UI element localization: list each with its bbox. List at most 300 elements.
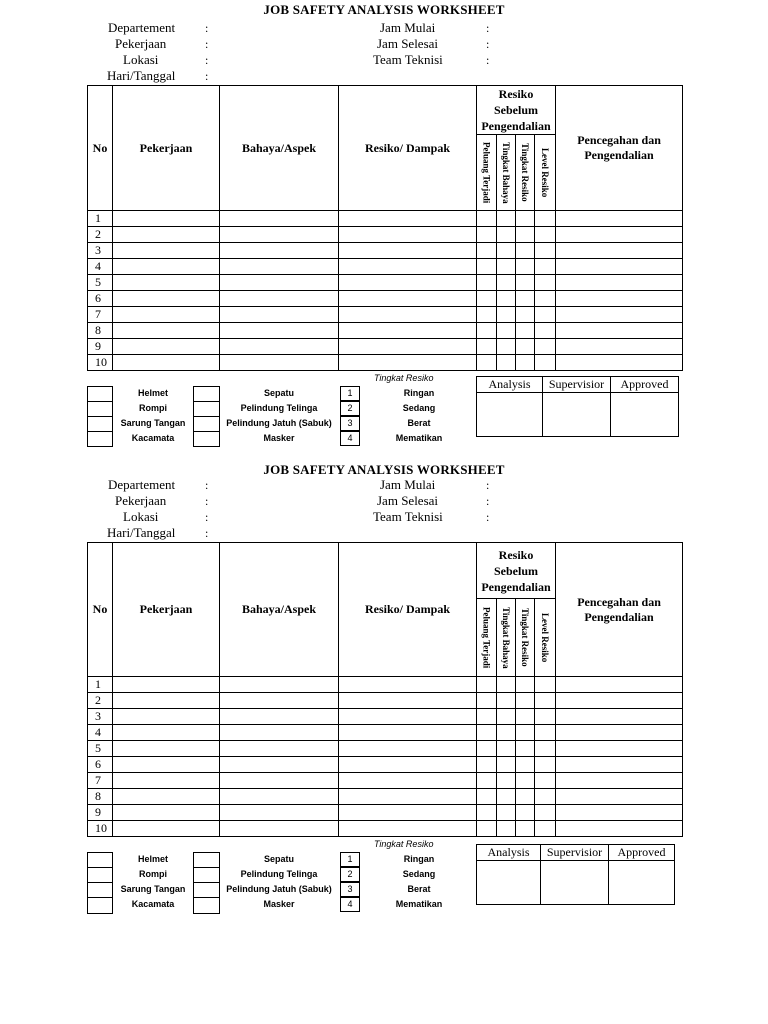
signoff-analysis-field[interactable] bbox=[477, 393, 543, 437]
field-colon: : bbox=[486, 37, 490, 51]
field-colon: : bbox=[205, 526, 209, 540]
field-pekerjaan-label: Pekerjaan bbox=[115, 36, 167, 51]
table-cell[interactable] bbox=[220, 709, 339, 725]
table-cell[interactable] bbox=[113, 821, 220, 837]
table-cell[interactable] bbox=[339, 355, 477, 371]
table-cell[interactable] bbox=[113, 741, 220, 757]
sarung-tangan-checkbox[interactable] bbox=[87, 416, 113, 432]
row-number: 3 bbox=[88, 709, 113, 725]
table-cell[interactable] bbox=[339, 275, 477, 291]
table-cell[interactable] bbox=[516, 805, 535, 821]
table-cell[interactable] bbox=[497, 773, 516, 789]
header-bahaya-aspek: Bahaya/Aspek bbox=[220, 86, 339, 211]
signoff-table bbox=[476, 376, 679, 437]
risk-level-label: Mematikan bbox=[395, 899, 443, 909]
field-jam-selesai-label: Jam Selesai bbox=[377, 36, 439, 51]
worksheet-title: JOB SAFETY ANALYSIS WORKSHEET bbox=[263, 462, 505, 477]
table-cell[interactable] bbox=[339, 789, 477, 805]
row-number: 5 bbox=[88, 275, 113, 291]
table-cell[interactable] bbox=[516, 821, 535, 837]
table-cell[interactable] bbox=[516, 227, 535, 243]
table-cell[interactable] bbox=[497, 259, 516, 275]
row-number: 5 bbox=[88, 741, 113, 757]
table-cell[interactable] bbox=[113, 259, 220, 275]
table-cell[interactable] bbox=[556, 291, 683, 307]
row-number: 8 bbox=[88, 789, 113, 805]
risk-level-label: Ringan bbox=[403, 388, 435, 398]
header-pencegahan: Pencegahan dan Pengendalian bbox=[556, 543, 683, 677]
sepatu-checkbox[interactable] bbox=[193, 386, 220, 402]
table-cell[interactable] bbox=[477, 307, 497, 323]
table-cell[interactable] bbox=[535, 339, 556, 355]
table-row bbox=[88, 259, 683, 275]
table-cell[interactable] bbox=[535, 677, 556, 693]
table-cell[interactable] bbox=[220, 227, 339, 243]
field-lokasi-label: Lokasi bbox=[123, 52, 159, 67]
table-row bbox=[88, 323, 683, 339]
kacamata-checkbox[interactable] bbox=[87, 897, 113, 914]
table-cell[interactable] bbox=[220, 821, 339, 837]
row-number: 4 bbox=[88, 259, 113, 275]
header-level-resiko-text: Level Resiko bbox=[540, 612, 551, 663]
helmet-checkbox[interactable] bbox=[87, 386, 113, 402]
header-tingkat-resiko bbox=[516, 135, 535, 211]
table-cell[interactable] bbox=[477, 259, 497, 275]
signoff-analysis-field[interactable] bbox=[477, 861, 541, 905]
signoff-supervisior-label: Supervisior bbox=[541, 845, 609, 861]
table-cell[interactable] bbox=[535, 821, 556, 837]
table-cell[interactable] bbox=[477, 709, 497, 725]
table-cell[interactable] bbox=[516, 709, 535, 725]
apd-helmet-label: Helmet bbox=[137, 854, 168, 864]
header-resiko-sebelum-pengendalian: Resiko Sebelum Pengendalian bbox=[477, 86, 556, 135]
table-cell[interactable] bbox=[339, 323, 477, 339]
table-cell[interactable] bbox=[477, 821, 497, 837]
risk-level-label: Berat bbox=[407, 418, 431, 428]
table-cell[interactable] bbox=[113, 709, 220, 725]
table-cell[interactable] bbox=[477, 693, 497, 709]
table-cell[interactable] bbox=[477, 243, 497, 259]
table-cell[interactable] bbox=[535, 725, 556, 741]
apd-sarung-tangan-label: Sarung Tangan bbox=[120, 418, 186, 428]
header-peluang-terjadi-text: Peluang Terjadi bbox=[481, 141, 492, 204]
table-cell[interactable] bbox=[113, 339, 220, 355]
table-cell[interactable] bbox=[339, 259, 477, 275]
table-cell[interactable] bbox=[556, 307, 683, 323]
table-cell[interactable] bbox=[339, 757, 477, 773]
apd-sepatu-label: Sepatu bbox=[263, 388, 294, 398]
table-cell[interactable] bbox=[497, 677, 516, 693]
sarung-tangan-checkbox[interactable] bbox=[87, 882, 113, 898]
table-cell[interactable] bbox=[220, 259, 339, 275]
table-cell[interactable] bbox=[556, 243, 683, 259]
field-team-teknisi-label: Team Teknisi bbox=[373, 52, 443, 67]
table-cell[interactable] bbox=[556, 773, 683, 789]
table-cell[interactable] bbox=[556, 211, 683, 227]
table-cell[interactable] bbox=[339, 709, 477, 725]
risk-level-number: 1 bbox=[340, 386, 360, 401]
worksheet-1 bbox=[0, 0, 768, 458]
table-cell[interactable] bbox=[497, 709, 516, 725]
table-cell[interactable] bbox=[113, 725, 220, 741]
table-cell[interactable] bbox=[497, 355, 516, 371]
signoff-table bbox=[476, 844, 675, 905]
table-cell[interactable] bbox=[535, 243, 556, 259]
apd-pelindung-telinga-label: Pelindung Telinga bbox=[240, 403, 318, 413]
table-cell[interactable] bbox=[516, 323, 535, 339]
table-cell[interactable] bbox=[497, 741, 516, 757]
risk-level-label: Sedang bbox=[402, 403, 436, 413]
field-colon: : bbox=[486, 53, 490, 67]
header-tingkat-resiko-text: Tingkat Resiko bbox=[520, 143, 530, 202]
pelindung-jatuh-checkbox[interactable] bbox=[193, 882, 220, 898]
table-cell[interactable] bbox=[113, 789, 220, 805]
table-cell[interactable] bbox=[516, 355, 535, 371]
row-number: 2 bbox=[88, 693, 113, 709]
table-cell[interactable] bbox=[497, 725, 516, 741]
sepatu-checkbox[interactable] bbox=[193, 852, 220, 868]
table-cell[interactable] bbox=[535, 693, 556, 709]
table-cell[interactable] bbox=[497, 789, 516, 805]
table-row bbox=[88, 789, 683, 805]
header-tingkat-resiko-text: Tingkat Resiko bbox=[520, 608, 530, 667]
table-cell[interactable] bbox=[556, 677, 683, 693]
table-cell[interactable] bbox=[339, 773, 477, 789]
table-cell[interactable] bbox=[497, 757, 516, 773]
apd-sepatu-label: Sepatu bbox=[263, 854, 294, 864]
header-pekerjaan: Pekerjaan bbox=[113, 86, 220, 211]
field-colon: : bbox=[486, 494, 490, 508]
table-cell[interactable] bbox=[535, 307, 556, 323]
table-cell[interactable] bbox=[339, 805, 477, 821]
table-cell[interactable] bbox=[220, 211, 339, 227]
table-cell[interactable] bbox=[477, 757, 497, 773]
field-colon: : bbox=[205, 53, 209, 67]
header-resiko-dampak: Resiko/ Dampak bbox=[339, 86, 477, 211]
table-cell[interactable] bbox=[477, 291, 497, 307]
tingkat-resiko-title: Tingkat Resiko bbox=[374, 839, 434, 849]
table-cell[interactable] bbox=[339, 211, 477, 227]
table-cell[interactable] bbox=[220, 677, 339, 693]
apd-rompi-label: Rompi bbox=[139, 869, 167, 879]
risk-level-label: Ringan bbox=[403, 854, 435, 864]
table-cell[interactable] bbox=[113, 307, 220, 323]
table-cell[interactable] bbox=[497, 211, 516, 227]
table-row bbox=[88, 275, 683, 291]
pelindung-telinga-checkbox[interactable] bbox=[193, 401, 220, 417]
table-row bbox=[88, 805, 683, 821]
table-cell[interactable] bbox=[497, 323, 516, 339]
row-number: 6 bbox=[88, 757, 113, 773]
table-cell[interactable] bbox=[220, 725, 339, 741]
table-cell[interactable] bbox=[339, 307, 477, 323]
apd-masker-label: Masker bbox=[263, 899, 295, 909]
field-hari-tanggal-label: Hari/Tanggal bbox=[107, 68, 176, 83]
table-cell[interactable] bbox=[516, 789, 535, 805]
header-tingkat-bahaya-text: Tingkat Bahaya bbox=[501, 606, 511, 669]
field-hari-tanggal-label: Hari/Tanggal bbox=[107, 525, 176, 540]
table-cell[interactable] bbox=[220, 805, 339, 821]
rompi-checkbox[interactable] bbox=[87, 867, 113, 883]
field-jam-selesai-label: Jam Selesai bbox=[377, 493, 439, 508]
table-row bbox=[88, 709, 683, 725]
table-cell[interactable] bbox=[477, 355, 497, 371]
pelindung-telinga-checkbox[interactable] bbox=[193, 867, 220, 883]
table-cell[interactable] bbox=[497, 693, 516, 709]
signoff-analysis-label: Analysis bbox=[477, 845, 541, 861]
table-cell[interactable] bbox=[113, 677, 220, 693]
table-cell[interactable] bbox=[113, 773, 220, 789]
table-cell[interactable] bbox=[477, 773, 497, 789]
table-cell[interactable] bbox=[516, 307, 535, 323]
risk-level-label: Mematikan bbox=[395, 433, 443, 443]
field-colon: : bbox=[486, 510, 490, 524]
table-cell[interactable] bbox=[477, 805, 497, 821]
pelindung-jatuh-checkbox[interactable] bbox=[193, 416, 220, 432]
row-number: 6 bbox=[88, 291, 113, 307]
table-cell[interactable] bbox=[535, 789, 556, 805]
rompi-checkbox[interactable] bbox=[87, 401, 113, 417]
table-cell[interactable] bbox=[339, 741, 477, 757]
table-cell[interactable] bbox=[516, 725, 535, 741]
header-tingkat-resiko bbox=[516, 599, 535, 677]
table-cell[interactable] bbox=[535, 259, 556, 275]
table-cell[interactable] bbox=[477, 323, 497, 339]
table-row bbox=[88, 757, 683, 773]
table-cell[interactable] bbox=[516, 259, 535, 275]
table-cell[interactable] bbox=[516, 741, 535, 757]
apd-pelindung-jatuh-label: Pelindung Jatuh (Sabuk) bbox=[226, 884, 332, 894]
table-cell[interactable] bbox=[113, 211, 220, 227]
header-tingkat-bahaya-text: Tingkat Bahaya bbox=[501, 141, 511, 204]
table-cell[interactable] bbox=[556, 709, 683, 725]
header-peluang-terjadi bbox=[477, 135, 497, 211]
table-cell[interactable] bbox=[556, 227, 683, 243]
table-cell[interactable] bbox=[516, 693, 535, 709]
field-lokasi-label: Lokasi bbox=[123, 509, 159, 524]
field-jam-mulai-label: Jam Mulai bbox=[380, 477, 436, 492]
table-cell[interactable] bbox=[113, 291, 220, 307]
field-colon: : bbox=[205, 21, 209, 35]
table-cell[interactable] bbox=[535, 741, 556, 757]
table-cell[interactable] bbox=[220, 773, 339, 789]
table-cell[interactable] bbox=[113, 757, 220, 773]
table-cell[interactable] bbox=[339, 339, 477, 355]
masker-checkbox[interactable] bbox=[193, 897, 220, 914]
row-number: 10 bbox=[88, 355, 113, 371]
table-cell[interactable] bbox=[220, 741, 339, 757]
table-cell[interactable] bbox=[556, 323, 683, 339]
jsa-table bbox=[87, 85, 683, 371]
table-cell[interactable] bbox=[516, 339, 535, 355]
field-colon: : bbox=[486, 478, 490, 492]
header-level-resiko-text: Level Resiko bbox=[540, 147, 551, 198]
table-cell[interactable] bbox=[556, 789, 683, 805]
table-row bbox=[88, 725, 683, 741]
table-cell[interactable] bbox=[220, 275, 339, 291]
table-cell[interactable] bbox=[535, 709, 556, 725]
table-row bbox=[88, 227, 683, 243]
table-cell[interactable] bbox=[220, 789, 339, 805]
table-row bbox=[88, 243, 683, 259]
table-cell[interactable] bbox=[497, 243, 516, 259]
table-cell[interactable] bbox=[220, 355, 339, 371]
table-cell[interactable] bbox=[556, 693, 683, 709]
field-departement-label: Departement bbox=[108, 20, 176, 35]
signoff-approved-label: Approved bbox=[609, 845, 675, 861]
table-cell[interactable] bbox=[497, 275, 516, 291]
table-cell[interactable] bbox=[339, 291, 477, 307]
row-number: 7 bbox=[88, 773, 113, 789]
table-cell[interactable] bbox=[220, 291, 339, 307]
table-cell[interactable] bbox=[477, 677, 497, 693]
table-cell[interactable] bbox=[556, 355, 683, 371]
field-colon: : bbox=[205, 478, 209, 492]
table-cell[interactable] bbox=[535, 211, 556, 227]
table-cell[interactable] bbox=[220, 693, 339, 709]
table-cell[interactable] bbox=[516, 291, 535, 307]
table-cell[interactable] bbox=[497, 339, 516, 355]
table-cell[interactable] bbox=[497, 227, 516, 243]
table-cell[interactable] bbox=[497, 291, 516, 307]
table-cell[interactable] bbox=[339, 243, 477, 259]
table-cell[interactable] bbox=[556, 725, 683, 741]
table-cell[interactable] bbox=[113, 243, 220, 259]
kacamata-checkbox[interactable] bbox=[87, 431, 113, 447]
table-cell[interactable] bbox=[477, 725, 497, 741]
table-cell[interactable] bbox=[113, 227, 220, 243]
table-row bbox=[88, 211, 683, 227]
table-cell[interactable] bbox=[477, 789, 497, 805]
field-colon: : bbox=[205, 37, 209, 51]
table-cell[interactable] bbox=[339, 725, 477, 741]
table-row bbox=[88, 291, 683, 307]
header-resiko-sebelum-pengendalian: Resiko Sebelum Pengendalian bbox=[477, 543, 556, 599]
worksheet-title: JOB SAFETY ANALYSIS WORKSHEET bbox=[263, 2, 505, 17]
table-row bbox=[88, 677, 683, 693]
field-colon: : bbox=[205, 510, 209, 524]
signoff-supervisior-field[interactable] bbox=[541, 861, 609, 905]
apd-masker-label: Masker bbox=[263, 433, 295, 443]
table-row bbox=[88, 355, 683, 371]
table-cell[interactable] bbox=[516, 243, 535, 259]
table-row bbox=[88, 741, 683, 757]
risk-level-label: Berat bbox=[407, 884, 431, 894]
table-row bbox=[88, 693, 683, 709]
table-cell[interactable] bbox=[220, 323, 339, 339]
table-cell[interactable] bbox=[477, 339, 497, 355]
risk-level-label: Sedang bbox=[402, 869, 436, 879]
table-cell[interactable] bbox=[535, 227, 556, 243]
table-cell[interactable] bbox=[556, 741, 683, 757]
table-cell[interactable] bbox=[516, 275, 535, 291]
header-no: No bbox=[88, 86, 113, 211]
table-cell[interactable] bbox=[477, 741, 497, 757]
row-number: 1 bbox=[88, 677, 113, 693]
table-cell[interactable] bbox=[556, 757, 683, 773]
row-number: 1 bbox=[88, 211, 113, 227]
table-cell[interactable] bbox=[339, 677, 477, 693]
table-cell[interactable] bbox=[556, 275, 683, 291]
header-level-resiko bbox=[535, 599, 556, 677]
table-cell[interactable] bbox=[516, 773, 535, 789]
table-cell[interactable] bbox=[113, 805, 220, 821]
table-cell[interactable] bbox=[535, 323, 556, 339]
header-peluang-terjadi bbox=[477, 599, 497, 677]
apd-helmet-label: Helmet bbox=[137, 388, 168, 398]
table-cell[interactable] bbox=[220, 243, 339, 259]
table-cell[interactable] bbox=[516, 757, 535, 773]
table-cell[interactable] bbox=[535, 805, 556, 821]
header-pencegahan: Pencegahan dan Pengendalian bbox=[556, 86, 683, 211]
jsa-table bbox=[87, 542, 683, 837]
masker-checkbox[interactable] bbox=[193, 431, 220, 447]
apd-rompi-label: Rompi bbox=[139, 403, 167, 413]
table-cell[interactable] bbox=[535, 773, 556, 789]
table-cell[interactable] bbox=[220, 307, 339, 323]
signoff-supervisior-label: Supervisior bbox=[543, 377, 611, 393]
table-cell[interactable] bbox=[113, 323, 220, 339]
table-cell[interactable] bbox=[497, 307, 516, 323]
table-cell[interactable] bbox=[339, 227, 477, 243]
table-cell[interactable] bbox=[477, 227, 497, 243]
row-number: 4 bbox=[88, 725, 113, 741]
header-no: No bbox=[88, 543, 113, 677]
row-number: 8 bbox=[88, 323, 113, 339]
table-cell[interactable] bbox=[556, 339, 683, 355]
table-row bbox=[88, 821, 683, 837]
field-pekerjaan-label: Pekerjaan bbox=[115, 493, 167, 508]
table-cell[interactable] bbox=[339, 693, 477, 709]
table-cell[interactable] bbox=[556, 821, 683, 837]
row-number: 9 bbox=[88, 339, 113, 355]
table-cell[interactable] bbox=[516, 211, 535, 227]
table-cell[interactable] bbox=[477, 275, 497, 291]
risk-level-number: 3 bbox=[340, 882, 360, 897]
table-cell[interactable] bbox=[535, 291, 556, 307]
header-level-resiko bbox=[535, 135, 556, 211]
table-cell[interactable] bbox=[220, 339, 339, 355]
helmet-checkbox[interactable] bbox=[87, 852, 113, 868]
table-cell[interactable] bbox=[556, 805, 683, 821]
table-row bbox=[88, 339, 683, 355]
risk-level-number: 3 bbox=[340, 416, 360, 431]
field-departement-label: Departement bbox=[108, 477, 176, 492]
table-cell[interactable] bbox=[477, 211, 497, 227]
apd-sarung-tangan-label: Sarung Tangan bbox=[120, 884, 186, 894]
table-cell[interactable] bbox=[556, 259, 683, 275]
table-cell[interactable] bbox=[339, 821, 477, 837]
row-number: 9 bbox=[88, 805, 113, 821]
signoff-approved-field[interactable] bbox=[611, 393, 679, 437]
table-cell[interactable] bbox=[113, 693, 220, 709]
table-cell[interactable] bbox=[220, 757, 339, 773]
table-cell[interactable] bbox=[497, 805, 516, 821]
table-cell[interactable] bbox=[516, 677, 535, 693]
table-row bbox=[88, 773, 683, 789]
apd-pelindung-telinga-label: Pelindung Telinga bbox=[240, 869, 318, 879]
table-cell[interactable] bbox=[497, 821, 516, 837]
table-cell[interactable] bbox=[113, 275, 220, 291]
table-cell[interactable] bbox=[535, 757, 556, 773]
table-cell[interactable] bbox=[113, 355, 220, 371]
signoff-approved-field[interactable] bbox=[609, 861, 675, 905]
table-cell[interactable] bbox=[535, 355, 556, 371]
risk-level-number: 1 bbox=[340, 852, 360, 867]
worksheet-2 bbox=[0, 459, 768, 919]
signoff-supervisior-field[interactable] bbox=[543, 393, 611, 437]
table-cell[interactable] bbox=[535, 275, 556, 291]
